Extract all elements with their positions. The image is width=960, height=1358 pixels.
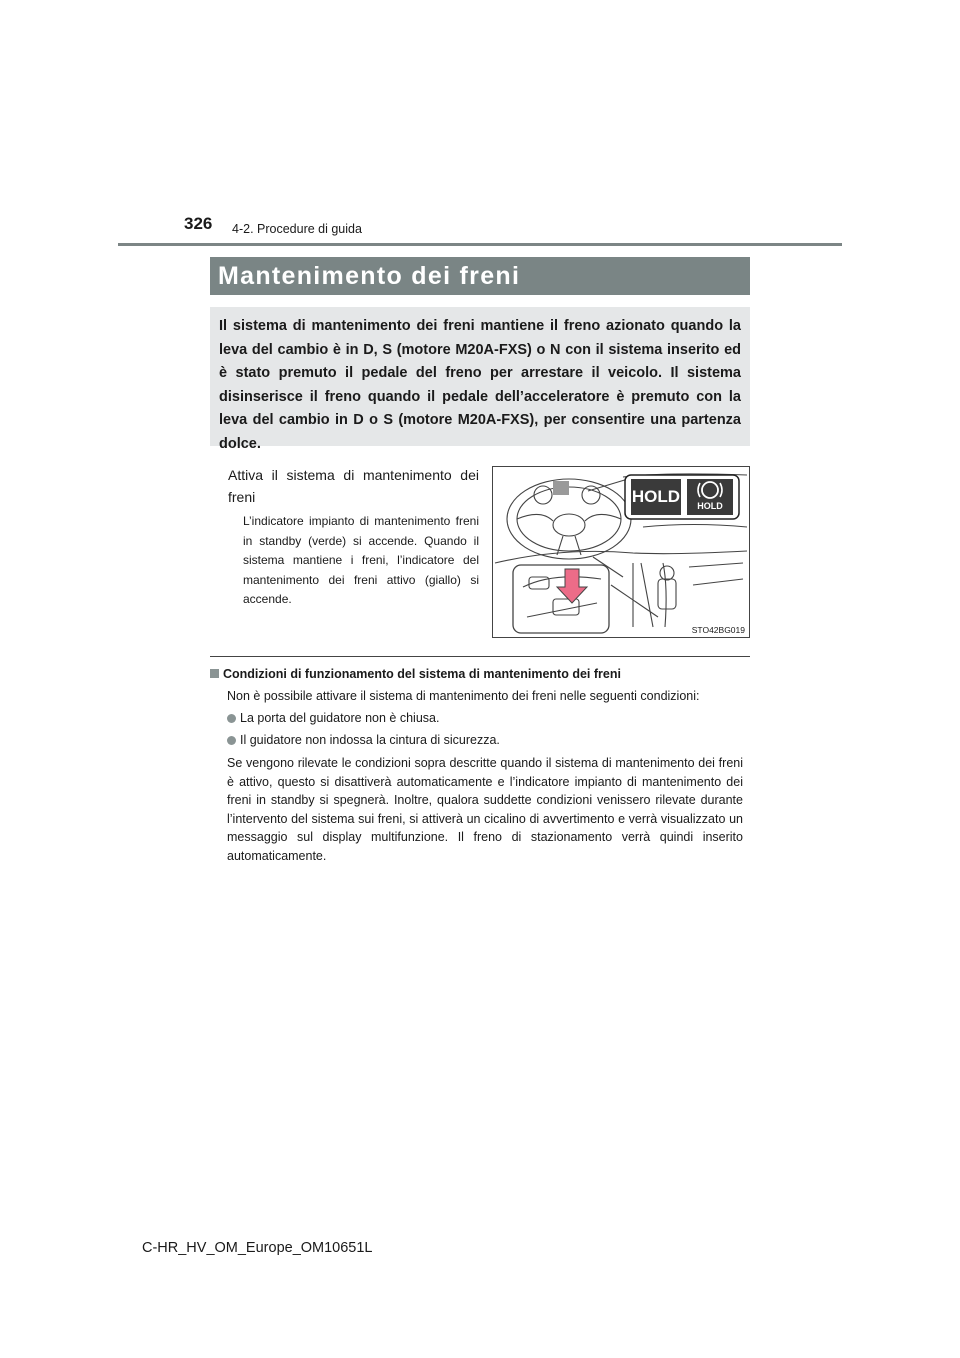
summary-box: [210, 307, 750, 452]
list-item: Il guidatore non indossa la cintura di sicurezza.: [227, 733, 500, 747]
figure-code: STO42BG019: [691, 625, 745, 635]
circle-bullet-icon: [227, 714, 236, 723]
conditions-heading: [210, 667, 621, 681]
step-title: Attiva il sistema di mantenimento dei freni: [228, 467, 479, 505]
hold-indicator: HOLD: [631, 487, 681, 506]
list-item: La porta del guidatore non è chiusa.: [227, 711, 439, 725]
conditions-heading-text: Condizioni di funzionamento del sistema di mantenimento dei freni: [223, 667, 621, 681]
section-reference: 4-2. Procedure di guida: [232, 222, 362, 236]
conditions-paragraph: Se vengono rilevate le condizioni sopra descritte quando il sistema di mantenimento dei freni è attivo, questo si disattiverà automaticamente e l’indicatore impianto di mantenimento dei freni in standby si spegnerà. Inoltre, qualora suddette condizioni venissero rilevate durante l’intervento del sistema sui freni, si attiverà un cicalino di avvertimento e verrà visualizzato un messaggio sul display multifunzione. Il freno di stazionamento verrà quindi inserito automaticamente.: [227, 756, 743, 863]
conditions-intro: Non è possibile attivare il sistema di mantenimento dei freni nelle seguenti condizioni:: [227, 689, 700, 703]
circle-bullet-icon: [227, 736, 236, 745]
header-rule: [118, 243, 842, 246]
footer-document-code: C-HR_HV_OM_Europe_OM10651L: [142, 1240, 373, 1256]
dashboard-illustration: [492, 466, 750, 638]
step-description: L’indicatore impianto di mantenimento freni in standby (verde) si accende. Quando il sistema mantiene i freni, l’indicatore del mantenimento dei freni attivo (giallo) si accende.: [243, 514, 479, 607]
section-divider: [210, 656, 750, 657]
page-number: 326: [184, 214, 213, 233]
dashboard-drawing: [493, 467, 749, 637]
square-bullet-icon: [210, 669, 219, 678]
summary-text: Il sistema di mantenimento dei freni mantiene il freno azionato quando la leva del cambio è in D, S (motore M20A-FXS) o N con il sistema inserito ed è stato premuto il pedale del freno per arrestare il veicolo. Il sistema disinserisce il freno quando il pedale dell’acceleratore è premuto con la leva del cambio in D o S (motore M20A-FXS), per consentire una partenza dolce.: [219, 318, 741, 452]
hold-icon-label: HOLD: [697, 501, 723, 511]
section-title: Mantenimento dei freni: [210, 257, 750, 295]
